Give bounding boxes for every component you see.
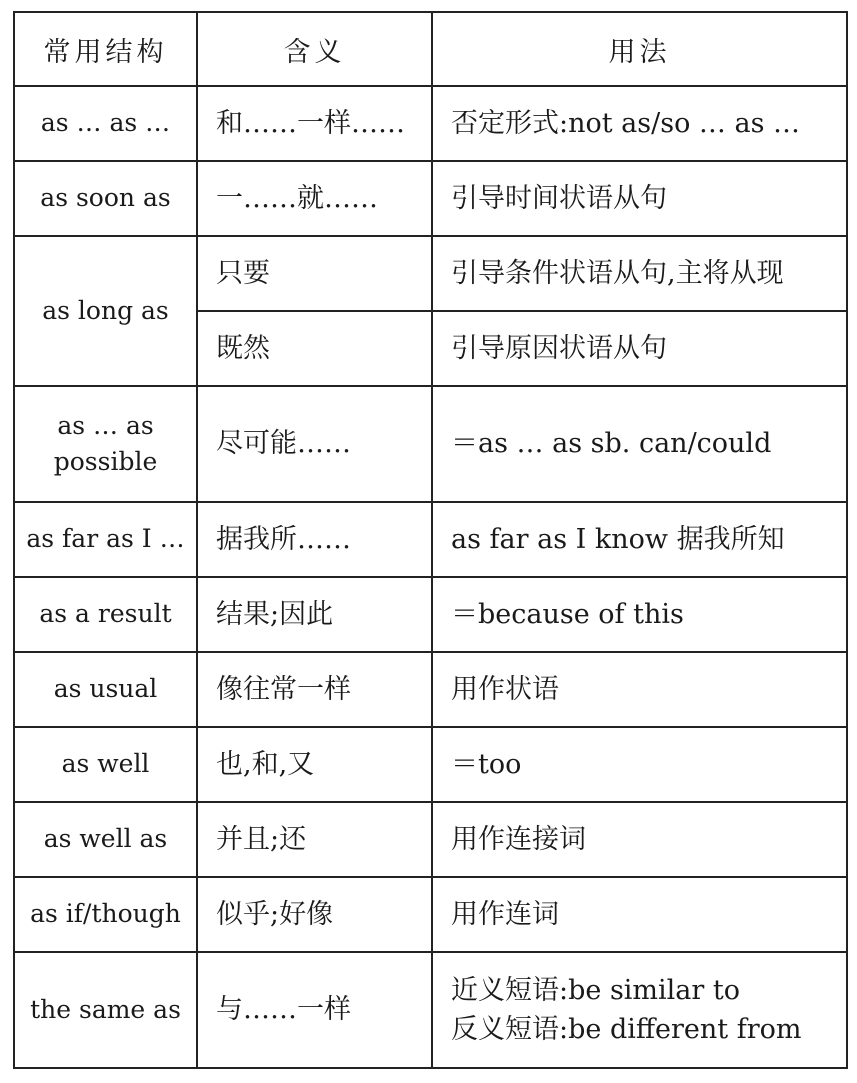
as-phrases-table-container [13, 11, 846, 1068]
structure-cell: as usual [14, 652, 197, 727]
table-row [14, 727, 847, 802]
structure-cell: the same as [14, 952, 197, 1068]
structure-cell: as a result [14, 577, 197, 652]
usage-cell: 引导原因状语从句 [432, 311, 847, 386]
usage-cell: 引导条件状语从句,主将从现 [432, 236, 847, 311]
usage-cell: as far as I know 据我所知 [432, 502, 847, 577]
meaning-cell: 据我所…… [197, 502, 432, 577]
structure-cell: as … as possible [14, 386, 197, 502]
table-row [14, 236, 847, 311]
synonym-line: 近义短语:be similar to [451, 974, 740, 1006]
structure-cell: as … as … [14, 86, 197, 161]
header-structure: 常用结构 [14, 12, 197, 86]
structure-cell: as long as [14, 236, 197, 386]
header-usage: 用法 [432, 12, 847, 86]
meaning-cell: 既然 [197, 311, 432, 386]
table-row [14, 577, 847, 652]
usage-cell: 否定形式:not as/so … as … [432, 86, 847, 161]
meaning-cell: 结果;因此 [197, 577, 432, 652]
meaning-cell: 与……一样 [197, 952, 432, 1068]
usage-cell: 用作连词 [432, 877, 847, 952]
meaning-cell: 似乎;好像 [197, 877, 432, 952]
usage-cell [432, 952, 847, 1068]
usage-cell: 用作连接词 [432, 802, 847, 877]
meaning-cell: 尽可能…… [197, 386, 432, 502]
table-row [14, 802, 847, 877]
usage-cell: ＝because of this [432, 577, 847, 652]
meaning-cell: 像往常一样 [197, 652, 432, 727]
table-row [14, 652, 847, 727]
usage-cell: ＝too [432, 727, 847, 802]
meaning-cell: 一……就…… [197, 161, 432, 236]
header-row [14, 12, 847, 86]
table-row [14, 386, 847, 502]
structure-cell: as soon as [14, 161, 197, 236]
header-meaning: 含义 [197, 12, 432, 86]
structure-cell: as if/though [14, 877, 197, 952]
table-row [14, 161, 847, 236]
table-row [14, 877, 847, 952]
structure-cell: as well [14, 727, 197, 802]
structure-cell: as well as [14, 802, 197, 877]
usage-cell: 用作状语 [432, 652, 847, 727]
meaning-cell: 并且;还 [197, 802, 432, 877]
antonym-line: 反义短语:be different from [451, 1014, 802, 1045]
table-row [14, 502, 847, 577]
meaning-cell: 只要 [197, 236, 432, 311]
usage-cell: ＝as … as sb. can/could [432, 386, 847, 502]
meaning-cell: 和……一样…… [197, 86, 432, 161]
structure-cell: as far as I … [14, 502, 197, 577]
as-phrases-table [13, 11, 848, 1069]
meaning-cell: 也,和,又 [197, 727, 432, 802]
table-row [14, 952, 847, 1068]
table-row [14, 86, 847, 161]
usage-cell: 引导时间状语从句 [432, 161, 847, 236]
